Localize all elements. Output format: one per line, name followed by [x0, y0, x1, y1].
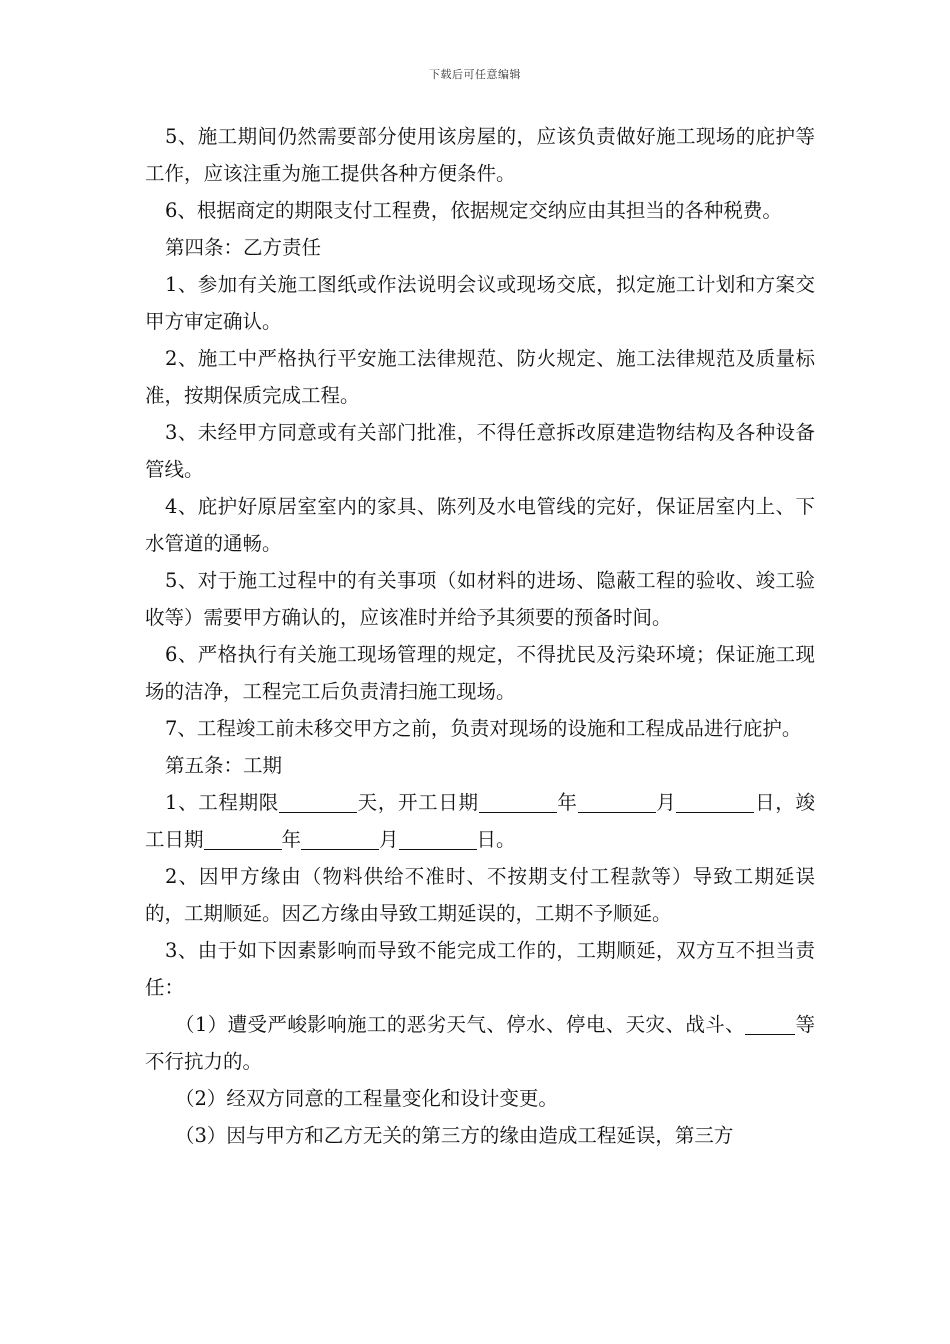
fill-blank-start-day [676, 790, 754, 813]
schedule-text: 日。 [476, 828, 516, 851]
page-header-note: 下载后可任意编辑 [429, 68, 521, 81]
schedule-text: 1、工程期限 [165, 791, 279, 814]
schedule-text: 日，竣工日期 [145, 791, 815, 851]
paragraph-party-a-duty-6: 6、根据商定的期限支付工程费，依据规定交纳应由其担当的各种税费。 [165, 199, 782, 222]
paragraph-party-b-duty-6: 6、严格执行有关施工现场管理的规定，不得扰民及污染环境；保证施工现场的洁净，工程完工后负责清扫施工现场。 [145, 643, 815, 703]
paragraph-schedule-2: 2、因甲方缘由（物料供给不准时、不按期支付工程款等）导致工期延误的，工期顺延。因乙方缘由导致工期延误的，工期不予顺延。 [145, 865, 815, 925]
fill-blank-end-day [399, 827, 477, 850]
fill-blank-start-month [578, 790, 656, 813]
paragraph-party-b-duty-1: 1、参加有关施工图纸或作法说明会议或现场交底，拟定施工计划和方案交甲方审定确认。 [145, 273, 815, 333]
schedule-text: 天，开工日期 [356, 791, 479, 814]
paragraph-party-b-duty-3: 3、未经甲方同意或有关部门批准，不得任意拆改原建造物结构及各种设备管线。 [145, 421, 815, 481]
paragraph-party-b-duty-4: 4、庇护好原居室室内的家具、陈列及水电管线的完好，保证居室内上、下水管道的通畅。 [145, 495, 815, 555]
schedule-text: 年 [556, 791, 578, 814]
fill-blank-end-year [204, 827, 282, 850]
fill-blank-end-month [301, 827, 379, 850]
paragraph-force-majeure-2: （2）经双方同意的工程量变化和设计变更。 [175, 1087, 558, 1110]
paragraph-force-majeure-1 [145, 1006, 815, 1080]
paragraph-schedule-1 [145, 784, 815, 858]
schedule-text: 月 [379, 828, 399, 851]
section-heading-article-5: 第五条：工期 [165, 754, 283, 777]
fill-blank-start-year [479, 790, 557, 813]
fill-blank-duration-days [279, 790, 357, 813]
force-majeure-text: 等不行抗力的。 [145, 1013, 815, 1073]
force-majeure-text: （1）遭受严峻影响施工的恶劣天气、停水、停电、天灾、战斗、 [175, 1013, 746, 1036]
paragraph-schedule-3: 3、由于如下因素影响而导致不能完成工作的，工期顺延，双方互不担当责任： [145, 939, 815, 999]
fill-blank-other-force [745, 1012, 795, 1035]
schedule-text: 年 [281, 828, 302, 851]
paragraph-party-b-duty-7: 7、工程竣工前未移交甲方之前，负责对现场的设施和工程成品进行庇护。 [165, 717, 802, 740]
paragraph-force-majeure-3: （3）因与甲方和乙方无关的第三方的缘由造成工程延误，第三方 [175, 1124, 734, 1147]
paragraph-party-b-duty-2: 2、施工中严格执行平安施工法律规范、防火规定、施工法律规范及质量标准，按期保质完成工程。 [145, 347, 815, 407]
paragraph-party-b-duty-5: 5、对于施工过程中的有关事项（如材料的进场、隐蔽工程的验收、竣工验收等）需要甲方确认的，应该准时并给予其须要的预备时间。 [145, 569, 815, 629]
paragraph-party-a-duty-5: 5、施工期间仍然需要部分使用该房屋的，应该负责做好施工现场的庇护等工作，应该注重为施工提供各种方便条件。 [145, 125, 815, 185]
section-heading-article-4: 第四条：乙方责任 [165, 236, 322, 259]
schedule-text: 月 [655, 791, 677, 814]
document-body [145, 118, 815, 1154]
